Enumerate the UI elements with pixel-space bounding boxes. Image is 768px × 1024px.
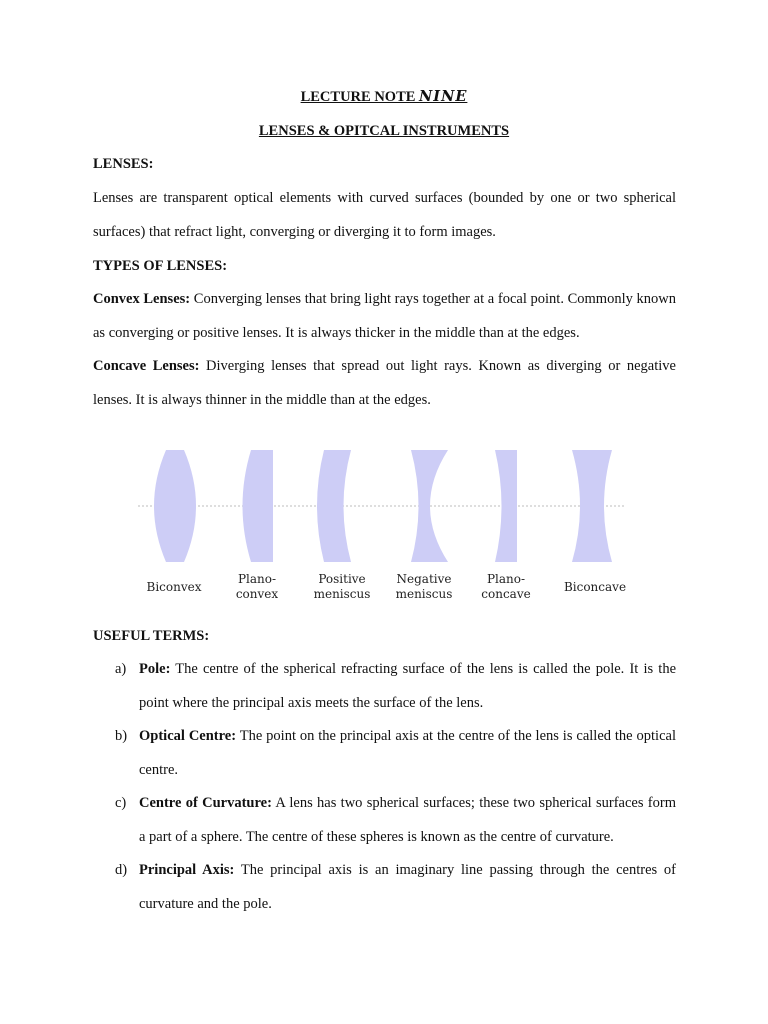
list-item [93, 653, 676, 720]
positive-meniscus-lens [317, 450, 351, 562]
term-definition: A lens has two spherical surfaces; these two spherical surfaces form a part of a sphere. The centre of these spheres is known as the centre of curvature. [139, 795, 676, 845]
lecture-subtitle: LENSES & OPITCAL INSTRUMENTS [258, 123, 510, 139]
term-name: Principal Axis: [139, 862, 235, 878]
plano-convex-lens [243, 450, 274, 562]
term-definition: The centre of the spherical refracting surface of the lens is called the pole. It is the point where the principal axis meets the surface of the lens. [139, 661, 676, 711]
convex-paragraph [93, 283, 676, 350]
term-name: Pole: [139, 661, 171, 677]
title-number: NINE [419, 88, 468, 105]
label-negative-meniscus-2: meniscus [395, 587, 453, 601]
label-biconvex: Biconvex [146, 580, 202, 594]
list-marker: a) [115, 661, 127, 677]
concave-paragraph [93, 350, 676, 417]
useful-terms-list [93, 653, 676, 921]
concave-text: Diverging lenses that spread out light rays. Known as diverging or negative lenses. It is always thinner in the middle than at the edges. [93, 358, 676, 408]
term-name: Optical Centre: [139, 728, 237, 744]
list-item [93, 854, 676, 921]
convex-text: Converging lenses that bring light rays together at a focal point. Commonly known as converging or positive lenses. It is always thicker in the middle than at the edges. [93, 291, 676, 341]
label-negative-meniscus-1: Negative [396, 572, 452, 586]
types-heading: TYPES OF LENSES: [93, 258, 228, 274]
biconvex-lens [154, 450, 196, 562]
lenses-heading: LENSES: [93, 156, 154, 172]
lenses-intro: Lenses are transparent optical elements with curved surfaces (bounded by one or two spherical surfaces) that refract light, converging or diverging it to form images. [93, 190, 676, 240]
useful-terms-heading: USEFUL TERMS: [93, 628, 210, 644]
list-marker: b) [115, 728, 128, 744]
label-plano-concave-1: Plano- [486, 572, 526, 586]
list-item [93, 787, 676, 854]
label-plano-concave-2: concave [481, 587, 531, 601]
term-name: Centre of Curvature: [139, 795, 272, 811]
list-marker: d) [115, 862, 128, 878]
label-positive-meniscus-2: meniscus [313, 587, 371, 601]
list-marker: c) [115, 795, 127, 811]
concave-term: Concave Lenses: [93, 358, 200, 374]
label-plano-convex-2: convex [235, 587, 279, 601]
label-plano-convex-1: Plano- [237, 572, 277, 586]
convex-term: Convex Lenses: [93, 291, 191, 307]
lens-types-figure [136, 446, 628, 606]
label-biconcave: Biconcave [563, 580, 627, 594]
title-prefix: LECTURE NOTE [300, 89, 420, 105]
term-definition: The principal axis is an imaginary line passing through the centres of curvature and the pole. [139, 862, 676, 912]
list-item [93, 720, 676, 787]
label-positive-meniscus-1: Positive [318, 572, 366, 586]
term-definition: The point on the principal axis at the centre of the lens is called the optical centre. [139, 728, 676, 778]
lecture-title [0, 88, 768, 106]
